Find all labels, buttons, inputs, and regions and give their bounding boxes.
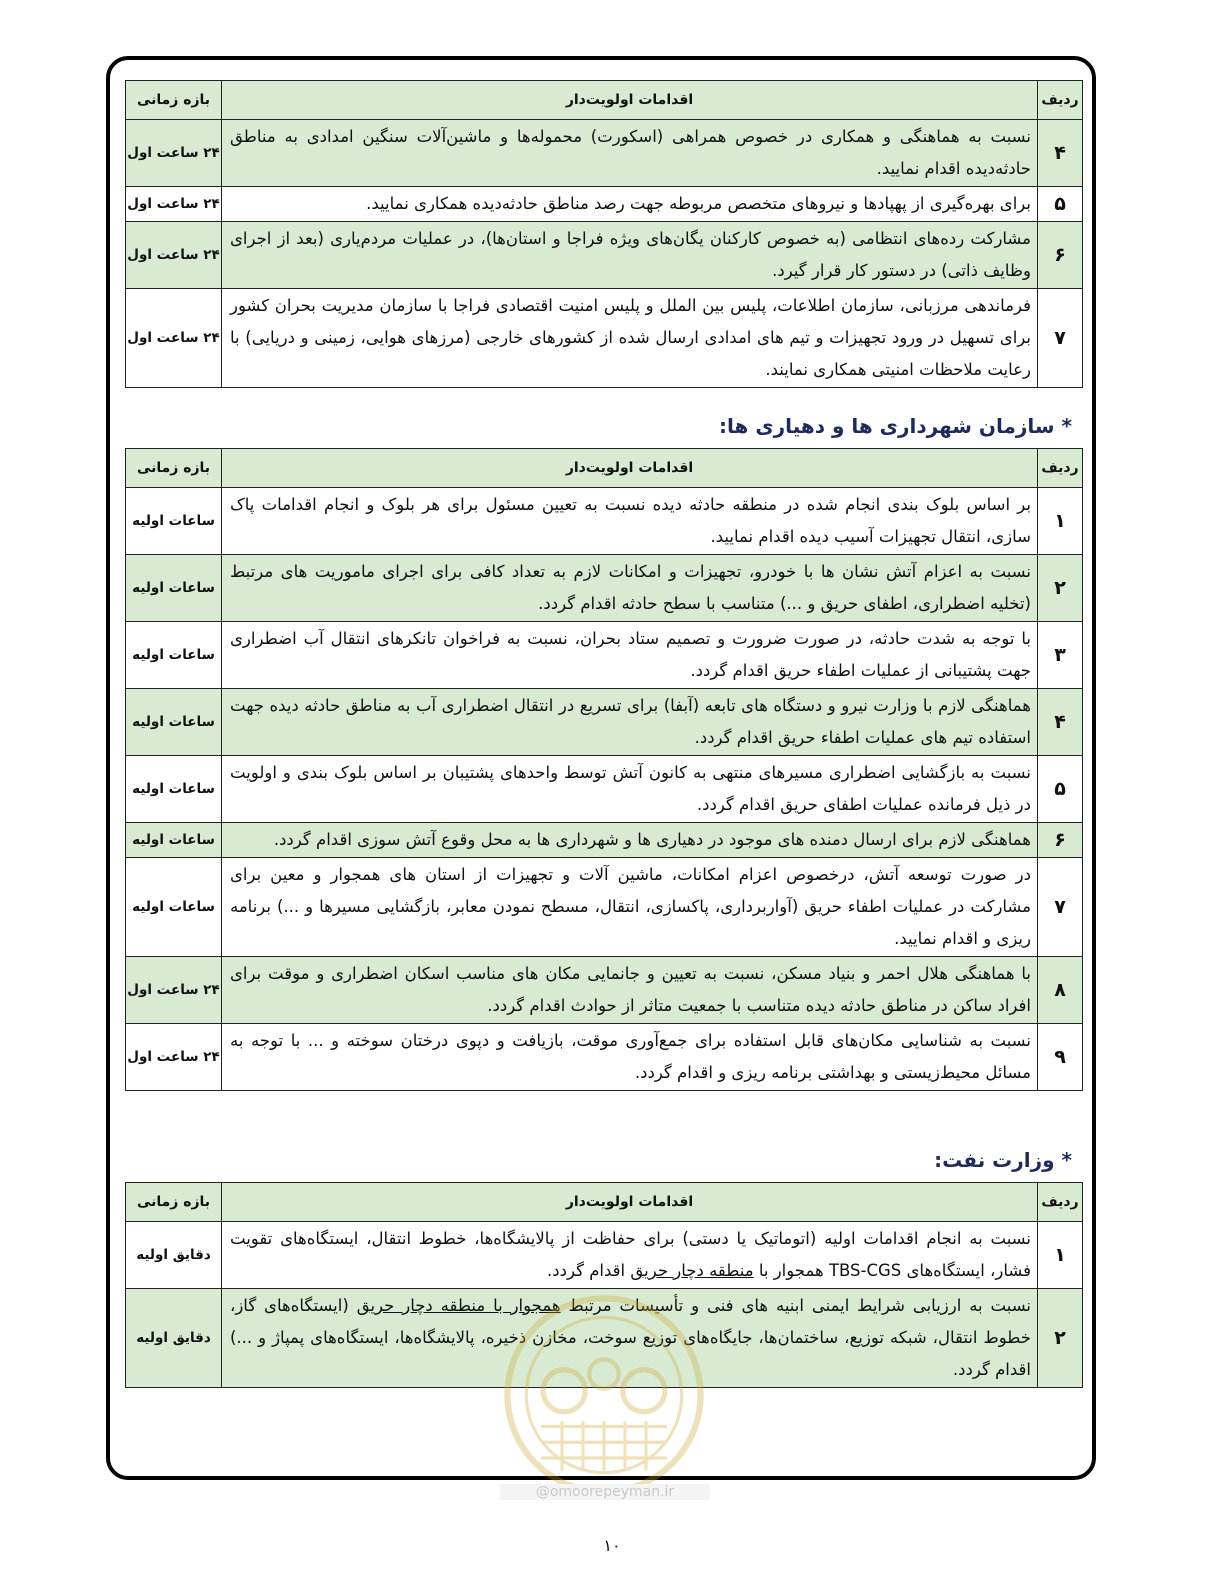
page-number: ۱۰ — [603, 1536, 621, 1555]
action-text-part: (ایستگاه‌های گاز، خطوط انتقال، شبکه توزیع، ساختمان‌ها، جایگاه‌های توزیع سوخت، مخازن ذخیره، پالایشگاه‌ها، ایستگاه‌های پمپاژ و ...) اقدام گردد. — [230, 1296, 1031, 1379]
action-text: هماهنگی لازم با وزارت نیرو و دستگاه های تابعه (آبفا) برای تسریع در انتقال اضطراری آب به مناطق حادثه دیده جهت استفاده تیم های عملیات اطفاء حریق اقدام گردد. — [222, 689, 1038, 756]
action-text: بر اساس بلوک بندی انجام شده در منطقه حادثه دیده نسبت به تعیین مسئول برای هر بلوک و انجام اقدامات پاک سازی، انتقال تجهیزات آسیب دیده اقدام نمایید. — [222, 488, 1038, 555]
underlined-phrase: منطقه دچار حریق — [630, 1261, 754, 1280]
table-row — [126, 120, 1083, 187]
action-text: هماهنگی لازم برای ارسال دمنده های موجود در دهیاری ها و شهرداری ها به محل وقوع آتش سوزی اقدام گردد. — [222, 823, 1038, 858]
row-number: ۴ — [1038, 120, 1083, 187]
section-title-municipalities: * سازمان شهرداری ها و دهیاری ها: — [719, 414, 1072, 438]
row-number: ۲ — [1038, 1289, 1083, 1388]
action-text: مشارکت رده‌های انتظامی (به خصوص کارکنان یگان‌های ویژه فراجا و استان‌ها)، در عملیات مردم‌یاری (بعد از اجرای وظایف ذاتی) در دستور کار قرار گیرد. — [222, 222, 1038, 289]
table-row — [126, 756, 1083, 823]
municipalities-actions-table — [125, 448, 1083, 1091]
action-text: در صورت توسعه آتش، درخصوص اعزام امکانات، ماشین آلات و تجهیزات از استان های همجوار و معین برای مشارکت در عملیات اطفاء حریق (آواربرداری، پاکسازی، انتقال، مسطح نمودن معابر، بازگشایی مسیرها و ...) برنامه ریزی و اقدام نمایید. — [222, 858, 1038, 957]
time-frame: دقایق اولیه — [126, 1289, 222, 1388]
action-text-part: نسبت به انجام اقدامات اولیه (اتوماتیک یا دستی) برای حفاظت از پالایشگاه‌ها، خطوط انتقال، ایستگاه‌های تقویت فشار، ایستگاه‌های TBS-CGS همجوار با — [230, 1229, 1031, 1280]
police-actions-table — [125, 80, 1083, 388]
action-text: برای بهره‌گیری از پهپادها و نیروهای متخصص مربوطه جهت رصد مناطق حادثه‌دیده همکاری نمایید. — [222, 187, 1038, 222]
watermark-url: @omoorepeyman.ir — [500, 1484, 710, 1500]
action-text: با توجه به شدت حادثه، در صورت ضرورت و تصمیم ستاد بحران، نسبت به فراخوان تانکرهای انتقال آب اضطراری جهت پشتیبانی از عملیات اطفاء حریق اقدام گردد. — [222, 622, 1038, 689]
row-number: ۲ — [1038, 555, 1083, 622]
table-row — [126, 1222, 1083, 1289]
underlined-phrase: همجوار با منطقه دچار حریق — [356, 1296, 561, 1315]
table-row — [126, 555, 1083, 622]
action-text-part: نسبت به ارزیابی شرایط ایمنی ابنیه های فنی و تأسیسات مرتبط — [560, 1296, 1032, 1315]
table-row — [126, 289, 1083, 388]
table-row — [126, 1024, 1083, 1091]
row-number: ۵ — [1038, 756, 1083, 823]
header-actions: اقدامات اولویت‌دار — [222, 81, 1038, 120]
header-row-number: ردیف — [1038, 81, 1083, 120]
time-frame: ۲۴ ساعت اول — [126, 187, 222, 222]
table-row — [126, 488, 1083, 555]
table-row — [126, 957, 1083, 1024]
time-frame: ساعات اولیه — [126, 756, 222, 823]
table-row — [126, 823, 1083, 858]
header-time-frame: بازه زمانی — [126, 1183, 222, 1222]
row-number: ۹ — [1038, 1024, 1083, 1091]
row-number: ۳ — [1038, 622, 1083, 689]
action-text: با هماهنگی هلال احمر و بنیاد مسکن، نسبت به تعیین و جانمایی مکان های مناسب اسکان اضطراری و موقت برای افراد ساکن در مناطق حادثه دیده متناسب با جمعیت متاثر از حوادث اقدام گردد. — [222, 957, 1038, 1024]
watermark-seal-icon — [498, 1290, 710, 1500]
time-frame: ساعات اولیه — [126, 488, 222, 555]
time-frame: دقایق اولیه — [126, 1222, 222, 1289]
row-number: ۴ — [1038, 689, 1083, 756]
row-number: ۱ — [1038, 488, 1083, 555]
table-row — [126, 222, 1083, 289]
action-text: نسبت به اعزام آتش نشان ها با خودرو، تجهیزات و امکانات لازم به تعداد کافی برای اجرای ماموریت های مرتبط (تخلیه اضطراری، اطفای حریق و ...) متناسب با سطح حادثه اقدام گردد. — [222, 555, 1038, 622]
time-frame: ساعات اولیه — [126, 858, 222, 957]
header-actions: اقدامات اولویت‌دار — [222, 449, 1038, 488]
time-frame: ۲۴ ساعت اول — [126, 289, 222, 388]
time-frame: ساعات اولیه — [126, 555, 222, 622]
row-number: ۷ — [1038, 289, 1083, 388]
time-frame: ۲۴ ساعت اول — [126, 1024, 222, 1091]
section-title-oil-ministry: * وزارت نفت: — [934, 1148, 1072, 1172]
table-header — [126, 1183, 1083, 1222]
action-text: نسبت به بازگشایی اضطراری مسیرهای منتهی به کانون آتش توسط واحدهای پشتیبان بر اساس بلوک بندی و اولویت در ذیل فرمانده عملیات اطفای حریق اقدام گردد. — [222, 756, 1038, 823]
header-time-frame: بازه زمانی — [126, 449, 222, 488]
row-number: ۷ — [1038, 858, 1083, 957]
time-frame: ۲۴ ساعت اول — [126, 957, 222, 1024]
action-text — [222, 1222, 1038, 1289]
action-text: فرماندهی مرزبانی، سازمان اطلاعات، پلیس بین الملل و پلیس امنیت اقتصادی فراجا با سازمان مدیریت بحران کشور برای تسهیل در ورود تجهیزات و تیم های امدادی ارسال شده از کشورهای خارجی (مرزهای هوایی، زمینی و دریایی) با رعایت ملاحظات امنیتی همکاری نمایند. — [222, 289, 1038, 388]
action-text: نسبت به هماهنگی و همکاری در خصوص همراهی (اسکورت) محموله‌ها و ماشین‌آلات سنگین امدادی به مناطق حادثه‌دیده اقدام نمایید. — [222, 120, 1038, 187]
header-row-number: ردیف — [1038, 449, 1083, 488]
time-frame: ساعات اولیه — [126, 622, 222, 689]
row-number: ۵ — [1038, 187, 1083, 222]
row-number: ۶ — [1038, 222, 1083, 289]
time-frame: ۲۴ ساعت اول — [126, 120, 222, 187]
header-actions: اقدامات اولویت‌دار — [222, 1183, 1038, 1222]
table-row — [126, 858, 1083, 957]
row-number: ۶ — [1038, 823, 1083, 858]
time-frame: ۲۴ ساعت اول — [126, 222, 222, 289]
row-number: ۱ — [1038, 1222, 1083, 1289]
table-row — [126, 689, 1083, 756]
table-row — [126, 622, 1083, 689]
action-text: نسبت به شناسایی مکان‌های قابل استفاده برای جمع‌آوری موقت، بازیافت و دپوی درختان سوخته و ... با توجه به مسائل محیط‌زیستی و بهداشتی برنامه ریزی و اقدام گردد. — [222, 1024, 1038, 1091]
action-text-part: اقدام گردد. — [547, 1261, 631, 1280]
row-number: ۸ — [1038, 957, 1083, 1024]
table-row — [126, 187, 1083, 222]
header-time-frame: بازه زمانی — [126, 81, 222, 120]
header-row-number: ردیف — [1038, 1183, 1083, 1222]
time-frame: ساعات اولیه — [126, 689, 222, 756]
table-header — [126, 449, 1083, 488]
time-frame: ساعات اولیه — [126, 823, 222, 858]
table-header — [126, 81, 1083, 120]
